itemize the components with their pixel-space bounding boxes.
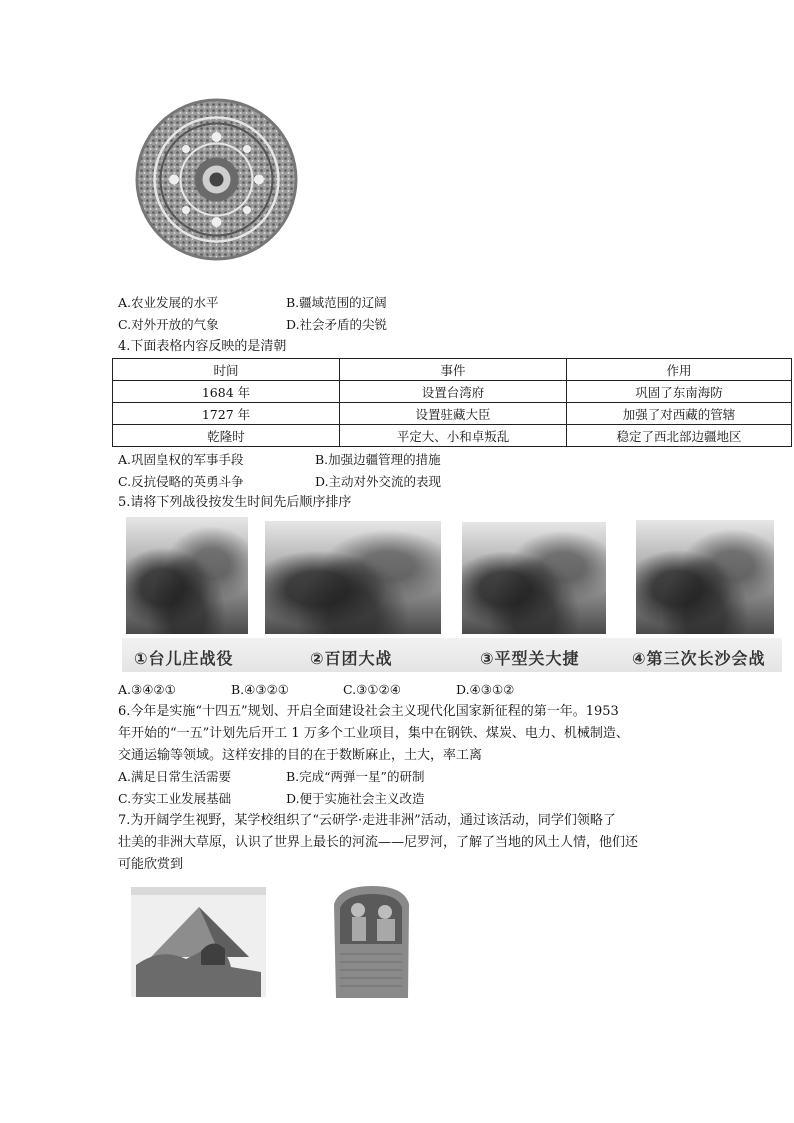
q6-option-c[interactable]: C.夯实工业发展基础 (118, 791, 232, 806)
hammurabi-stele-image (330, 884, 413, 998)
q4-table (112, 358, 792, 447)
battle-photo-3 (462, 522, 606, 634)
q4-stem: 4.下面表格内容反映的是清朝 (118, 339, 287, 354)
q5-option-d[interactable]: D.④③①② (456, 682, 515, 697)
caption-battle-4: ④第三次长沙会战 (632, 649, 766, 668)
q6-option-d[interactable]: D.便于实施社会主义改造 (286, 791, 425, 806)
table-header-row (113, 359, 792, 381)
q5-option-b[interactable]: B.④③②① (231, 682, 289, 697)
battle-photo-1 (126, 517, 248, 634)
table-row (113, 381, 792, 403)
q3-option-d[interactable]: D.社会矛盾的尖锐 (286, 317, 388, 332)
q4-option-a[interactable]: A.巩固皇权的军事手段 (118, 452, 244, 467)
q7-stem-line-2: 壮美的非洲大草原，认识了世界上最长的河流——尼罗河，了解了当地的风土人情，他们还 (118, 835, 639, 850)
table-header-effect: 作用 (567, 359, 792, 381)
table-cell: 设置台湾府 (340, 381, 567, 403)
table-header-time: 时间 (113, 359, 340, 381)
table-cell: 设置驻藏大臣 (340, 403, 567, 425)
q6-stem-line-2: 年开始的“一五”计划先后开工 1 万多个工业项目，集中在钢铁、煤炭、电力、机械制造、 (118, 726, 629, 741)
bronze-mirror-image (134, 97, 299, 262)
q6-option-a[interactable]: A.满足日常生活需要 (118, 769, 232, 784)
q3-option-c[interactable]: C.对外开放的气象 (118, 317, 219, 332)
battle-photo-2 (265, 521, 441, 634)
table-cell: 1727 年 (113, 403, 340, 425)
q4-option-d[interactable]: D.主动对外交流的表现 (315, 474, 442, 489)
sphinx-pyramid-image (131, 887, 266, 997)
q5-stem: 5.请将下列战役按发生时间先后顺序排序 (118, 495, 352, 510)
table-cell: 加强了对西藏的管辖 (567, 403, 792, 425)
q7-stem-line-3: 可能欣赏到 (118, 857, 184, 872)
table-cell: 稳定了西北部边疆地区 (567, 425, 792, 447)
battle-photo-4 (636, 520, 774, 634)
table-row (113, 403, 792, 425)
table-cell: 巩固了东南海防 (567, 381, 792, 403)
caption-battle-3: ③平型关大捷 (480, 649, 580, 668)
table-cell: 平定大、小和卓叛乱 (340, 425, 567, 447)
q4-option-c[interactable]: C.反抗侵略的英勇斗争 (118, 474, 244, 489)
caption-battle-2: ②百团大战 (310, 649, 393, 668)
q5-option-a[interactable]: A.③④②① (118, 682, 176, 697)
caption-battle-1: ①台儿庄战役 (134, 649, 234, 668)
q3-option-a[interactable]: A.农业发展的水平 (118, 295, 219, 310)
table-row (113, 425, 792, 447)
table-cell: 乾隆时 (113, 425, 340, 447)
table-cell: 1684 年 (113, 381, 340, 403)
q3-option-b[interactable]: B.疆域范围的辽阔 (286, 295, 387, 310)
q7-stem-line-1: 7.为开阔学生视野，某学校组织了“云研学·走进非洲”活动，通过该活动，同学们领略了 (118, 813, 616, 828)
q6-option-b[interactable]: B.完成“两弹一星”的研制 (286, 769, 425, 784)
table-header-event: 事件 (340, 359, 567, 381)
q6-stem-line-1: 6.今年是实施“十四五”规划、开启全面建设社会主义现代化国家新征程的第一年。1953 (118, 704, 619, 719)
q4-option-b[interactable]: B.加强边疆管理的措施 (315, 452, 441, 467)
q6-stem-line-3: 交通运输等领域。这样安排的目的在于数断麻止，土大，率工离 (118, 748, 483, 763)
q5-option-c[interactable]: C.③①②④ (343, 682, 401, 697)
